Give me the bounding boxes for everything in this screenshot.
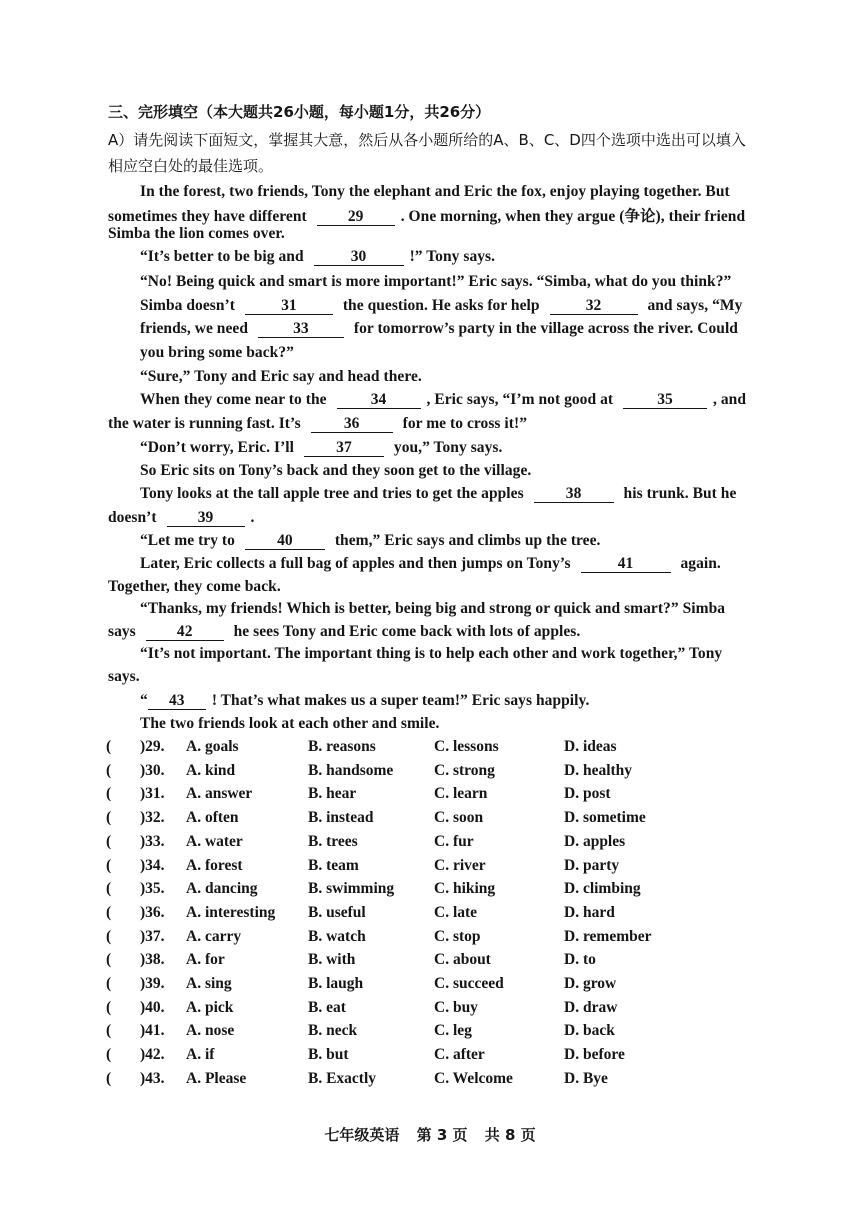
- blank-30: 30: [314, 248, 404, 266]
- answer-paren: (: [106, 998, 112, 1016]
- option-d: D. sometime: [564, 809, 646, 827]
- passage-line: [140, 692, 589, 710]
- option-c: C. soon: [434, 809, 484, 827]
- passage-text: “Don’t worry, Eric. I’ll: [140, 439, 295, 456]
- option-d: D. post: [564, 785, 611, 803]
- passage-text: !” Tony says.: [409, 248, 496, 265]
- option-d: D. ideas: [564, 738, 617, 755]
- blank-29: 29: [317, 208, 395, 226]
- passage-text: them,” Eric says and climbs up the tree.: [334, 532, 601, 549]
- option-a: A. forest: [186, 856, 243, 874]
- passage-text: Later, Eric collects a full bag of apples and then jumps on Tony’s: [140, 555, 571, 572]
- option-d: D. apples: [564, 832, 626, 850]
- option-b: B. with: [308, 951, 356, 969]
- option-b: B. laugh: [308, 975, 364, 992]
- answer-paren: (: [106, 809, 112, 827]
- option-c: C. stop: [434, 927, 481, 945]
- answer-paren: (: [106, 927, 112, 945]
- blank-33: 33: [258, 320, 344, 338]
- passage-line: [140, 485, 736, 503]
- passage-line: In the forest, two friends, Tony the elephant and Eric the fox, enjoy playing together. But: [140, 183, 730, 200]
- option-b: B. instead: [308, 809, 374, 827]
- question-number: )38.: [140, 951, 165, 969]
- footer-subject: 七年级英语: [324, 1126, 400, 1144]
- question-number: )31.: [140, 785, 165, 803]
- passage-line: you bring some back?”: [140, 344, 294, 361]
- option-a: A. answer: [186, 785, 253, 803]
- section-instruction: A）请先阅读下面短文，掌握其大意，然后从各小题所给的A、B、C、D四个选项中选出可以填入相应空白处的最佳选项。: [108, 131, 746, 175]
- option-c: C. after: [434, 1046, 485, 1064]
- option-b: B. eat: [308, 998, 346, 1016]
- passage-text: .: [250, 509, 255, 526]
- passage-line: [108, 204, 745, 226]
- answer-paren: (: [106, 1046, 112, 1064]
- passage-text: Tony looks at the tall apple tree and tries to get the apples: [140, 485, 524, 502]
- option-b: B. Exactly: [308, 1069, 377, 1087]
- option-b: B. useful: [308, 903, 366, 921]
- passage-text: the water is running fast. It’s: [108, 415, 301, 432]
- footer-total: 共 8 页: [484, 1126, 536, 1144]
- option-a: A. carry: [186, 927, 242, 945]
- passage-line: Simba the lion comes over.: [108, 225, 285, 242]
- passage-text: doesn’t: [108, 509, 157, 526]
- answer-paren: (: [106, 832, 112, 850]
- passage-text: the question. He asks for help: [342, 297, 540, 314]
- passage-line: [140, 391, 746, 409]
- option-d: D. back: [564, 1022, 615, 1040]
- blank-43: 43: [148, 692, 206, 710]
- passage-line: [140, 320, 738, 338]
- question-number: )37.: [140, 927, 165, 945]
- passage-line: “It’s not important. The important thing is to help each other and work together,” Tony: [140, 645, 723, 662]
- option-b: B. team: [308, 856, 359, 874]
- question-number: )30.: [140, 761, 165, 779]
- passage-line: [140, 248, 495, 266]
- option-a: A. water: [186, 832, 243, 850]
- answer-paren: (: [106, 761, 112, 779]
- passage-line: says.: [108, 668, 140, 685]
- option-a: A. kind: [186, 761, 236, 779]
- passage-text: for me to cross it!”: [402, 415, 527, 432]
- question-number: )32.: [140, 809, 165, 827]
- option-d: D. to: [564, 951, 596, 969]
- option-a: A. for: [186, 951, 225, 969]
- answer-paren: (: [106, 951, 112, 969]
- answer-paren: (: [106, 903, 112, 921]
- passage-text: . One morning, when they argue (争论), their friend: [400, 208, 746, 225]
- blank-35: 35: [623, 391, 707, 409]
- passage-line: “Sure,” Tony and Eric say and head there.: [140, 368, 422, 385]
- option-d: D. before: [564, 1046, 625, 1064]
- option-b: B. watch: [308, 927, 366, 945]
- blank-31: 31: [245, 297, 333, 315]
- passage-text: his trunk. But he: [623, 485, 737, 502]
- option-b: B. swimming: [308, 880, 395, 898]
- option-d: D. grow: [564, 975, 617, 992]
- passage-line: [108, 623, 580, 641]
- passage-text: sometimes they have different: [108, 208, 307, 225]
- option-a: A. nose: [186, 1022, 235, 1040]
- blank-32: 32: [550, 297, 638, 315]
- blank-37: 37: [304, 439, 384, 457]
- option-c: C. river: [434, 856, 486, 874]
- passage-text: ! That’s what makes us a super team!” Eric says happily.: [211, 692, 590, 709]
- passage-text: again.: [680, 555, 721, 572]
- question-number: )29.: [140, 738, 165, 755]
- question-number: )35.: [140, 880, 165, 898]
- option-a: A. Please: [186, 1069, 247, 1087]
- option-a: A. often: [186, 809, 239, 827]
- passage-line: “Thanks, my friends! Which is better, being big and strong or quick and smart?” Simba: [140, 600, 726, 617]
- question-number: )43.: [140, 1069, 165, 1087]
- option-a: A. interesting: [186, 903, 276, 921]
- blank-34: 34: [337, 391, 421, 409]
- answer-paren: (: [106, 856, 112, 874]
- passage-text: When they come near to the: [140, 391, 327, 408]
- passage-text: and says, “My: [647, 297, 743, 314]
- question-number: )34.: [140, 856, 165, 874]
- answer-paren: (: [106, 975, 112, 992]
- option-a: A. sing: [186, 975, 232, 992]
- option-b: B. handsome: [308, 761, 394, 779]
- passage-text: , and: [713, 391, 747, 408]
- blank-41: 41: [581, 555, 671, 573]
- blank-42: 42: [146, 623, 224, 641]
- option-c: C. hiking: [434, 880, 496, 898]
- passage-text: “It’s better to be big and: [140, 248, 304, 265]
- option-c: C. lessons: [434, 738, 499, 755]
- question-number: )39.: [140, 975, 165, 992]
- blank-39: 39: [167, 509, 245, 527]
- option-c: C. learn: [434, 785, 488, 803]
- option-b: B. neck: [308, 1022, 358, 1040]
- option-d: D. Bye: [564, 1069, 608, 1087]
- option-c: C. succeed: [434, 975, 504, 992]
- passage-text: you,” Tony says.: [393, 439, 503, 456]
- option-a: A. pick: [186, 998, 234, 1016]
- option-c: C. fur: [434, 832, 474, 850]
- option-d: D. healthy: [564, 761, 633, 779]
- passage-text: friends, we need: [140, 320, 248, 337]
- option-c: C. buy: [434, 998, 478, 1016]
- passage-text: , Eric says, “I’m not good at: [426, 391, 614, 408]
- option-c: C. leg: [434, 1022, 472, 1040]
- answer-paren: (: [106, 785, 112, 803]
- blank-36: 36: [311, 415, 393, 433]
- passage-line: [108, 415, 527, 433]
- blank-38: 38: [534, 485, 614, 503]
- passage-line: “No! Being quick and smart is more important!” Eric says. “Simba, what do you think?”: [140, 273, 732, 290]
- option-b: B. reasons: [308, 738, 376, 755]
- option-c: C. about: [434, 951, 491, 969]
- passage-line: [140, 555, 721, 573]
- footer-page: 第 3 页: [416, 1126, 468, 1144]
- passage-line: So Eric sits on Tony’s back and they soon get to the village.: [140, 462, 532, 479]
- option-b: B. trees: [308, 832, 358, 850]
- option-a: A. goals: [186, 738, 239, 755]
- passage-line: [108, 509, 254, 527]
- question-number: )36.: [140, 903, 165, 921]
- option-d: D. party: [564, 856, 620, 874]
- question-number: )42.: [140, 1046, 165, 1064]
- option-d: D. hard: [564, 903, 615, 921]
- question-number: )40.: [140, 998, 165, 1016]
- passage-text: he sees Tony and Eric come back with lots of apples.: [233, 623, 581, 640]
- passage-line: [140, 297, 742, 315]
- option-b: B. hear: [308, 785, 357, 803]
- option-a: A. dancing: [186, 880, 258, 898]
- passage-text: “Let me try to: [140, 532, 235, 549]
- answer-paren: (: [106, 1022, 112, 1040]
- section-title: 三、完形填空（本大题共26小题，每小题1分，共26分）: [108, 103, 491, 121]
- option-d: D. draw: [564, 998, 618, 1016]
- option-c: C. Welcome: [434, 1069, 513, 1087]
- option-d: D. climbing: [564, 880, 641, 898]
- answer-paren: (: [106, 880, 112, 898]
- passage-text: Simba doesn’t: [140, 297, 235, 314]
- blank-40: 40: [245, 532, 325, 550]
- option-a: A. if: [186, 1046, 215, 1064]
- passage-text: for tomorrow’s party in the village across the river. Could: [353, 320, 738, 337]
- answer-paren: (: [106, 738, 112, 755]
- answer-paren: (: [106, 1069, 112, 1087]
- option-b: B. but: [308, 1046, 349, 1064]
- option-d: D. remember: [564, 927, 652, 945]
- option-c: C. strong: [434, 761, 495, 779]
- passage-line: The two friends look at each other and smile.: [140, 715, 440, 732]
- option-c: C. late: [434, 903, 478, 921]
- passage-text: “: [140, 692, 148, 709]
- passage-line: [140, 439, 502, 457]
- passage-text: says: [108, 623, 136, 640]
- page-footer: [0, 1124, 860, 1145]
- question-number: )33.: [140, 832, 165, 850]
- passage-line: [140, 532, 600, 550]
- question-number: )41.: [140, 1022, 165, 1040]
- passage-line: Together, they come back.: [108, 578, 281, 595]
